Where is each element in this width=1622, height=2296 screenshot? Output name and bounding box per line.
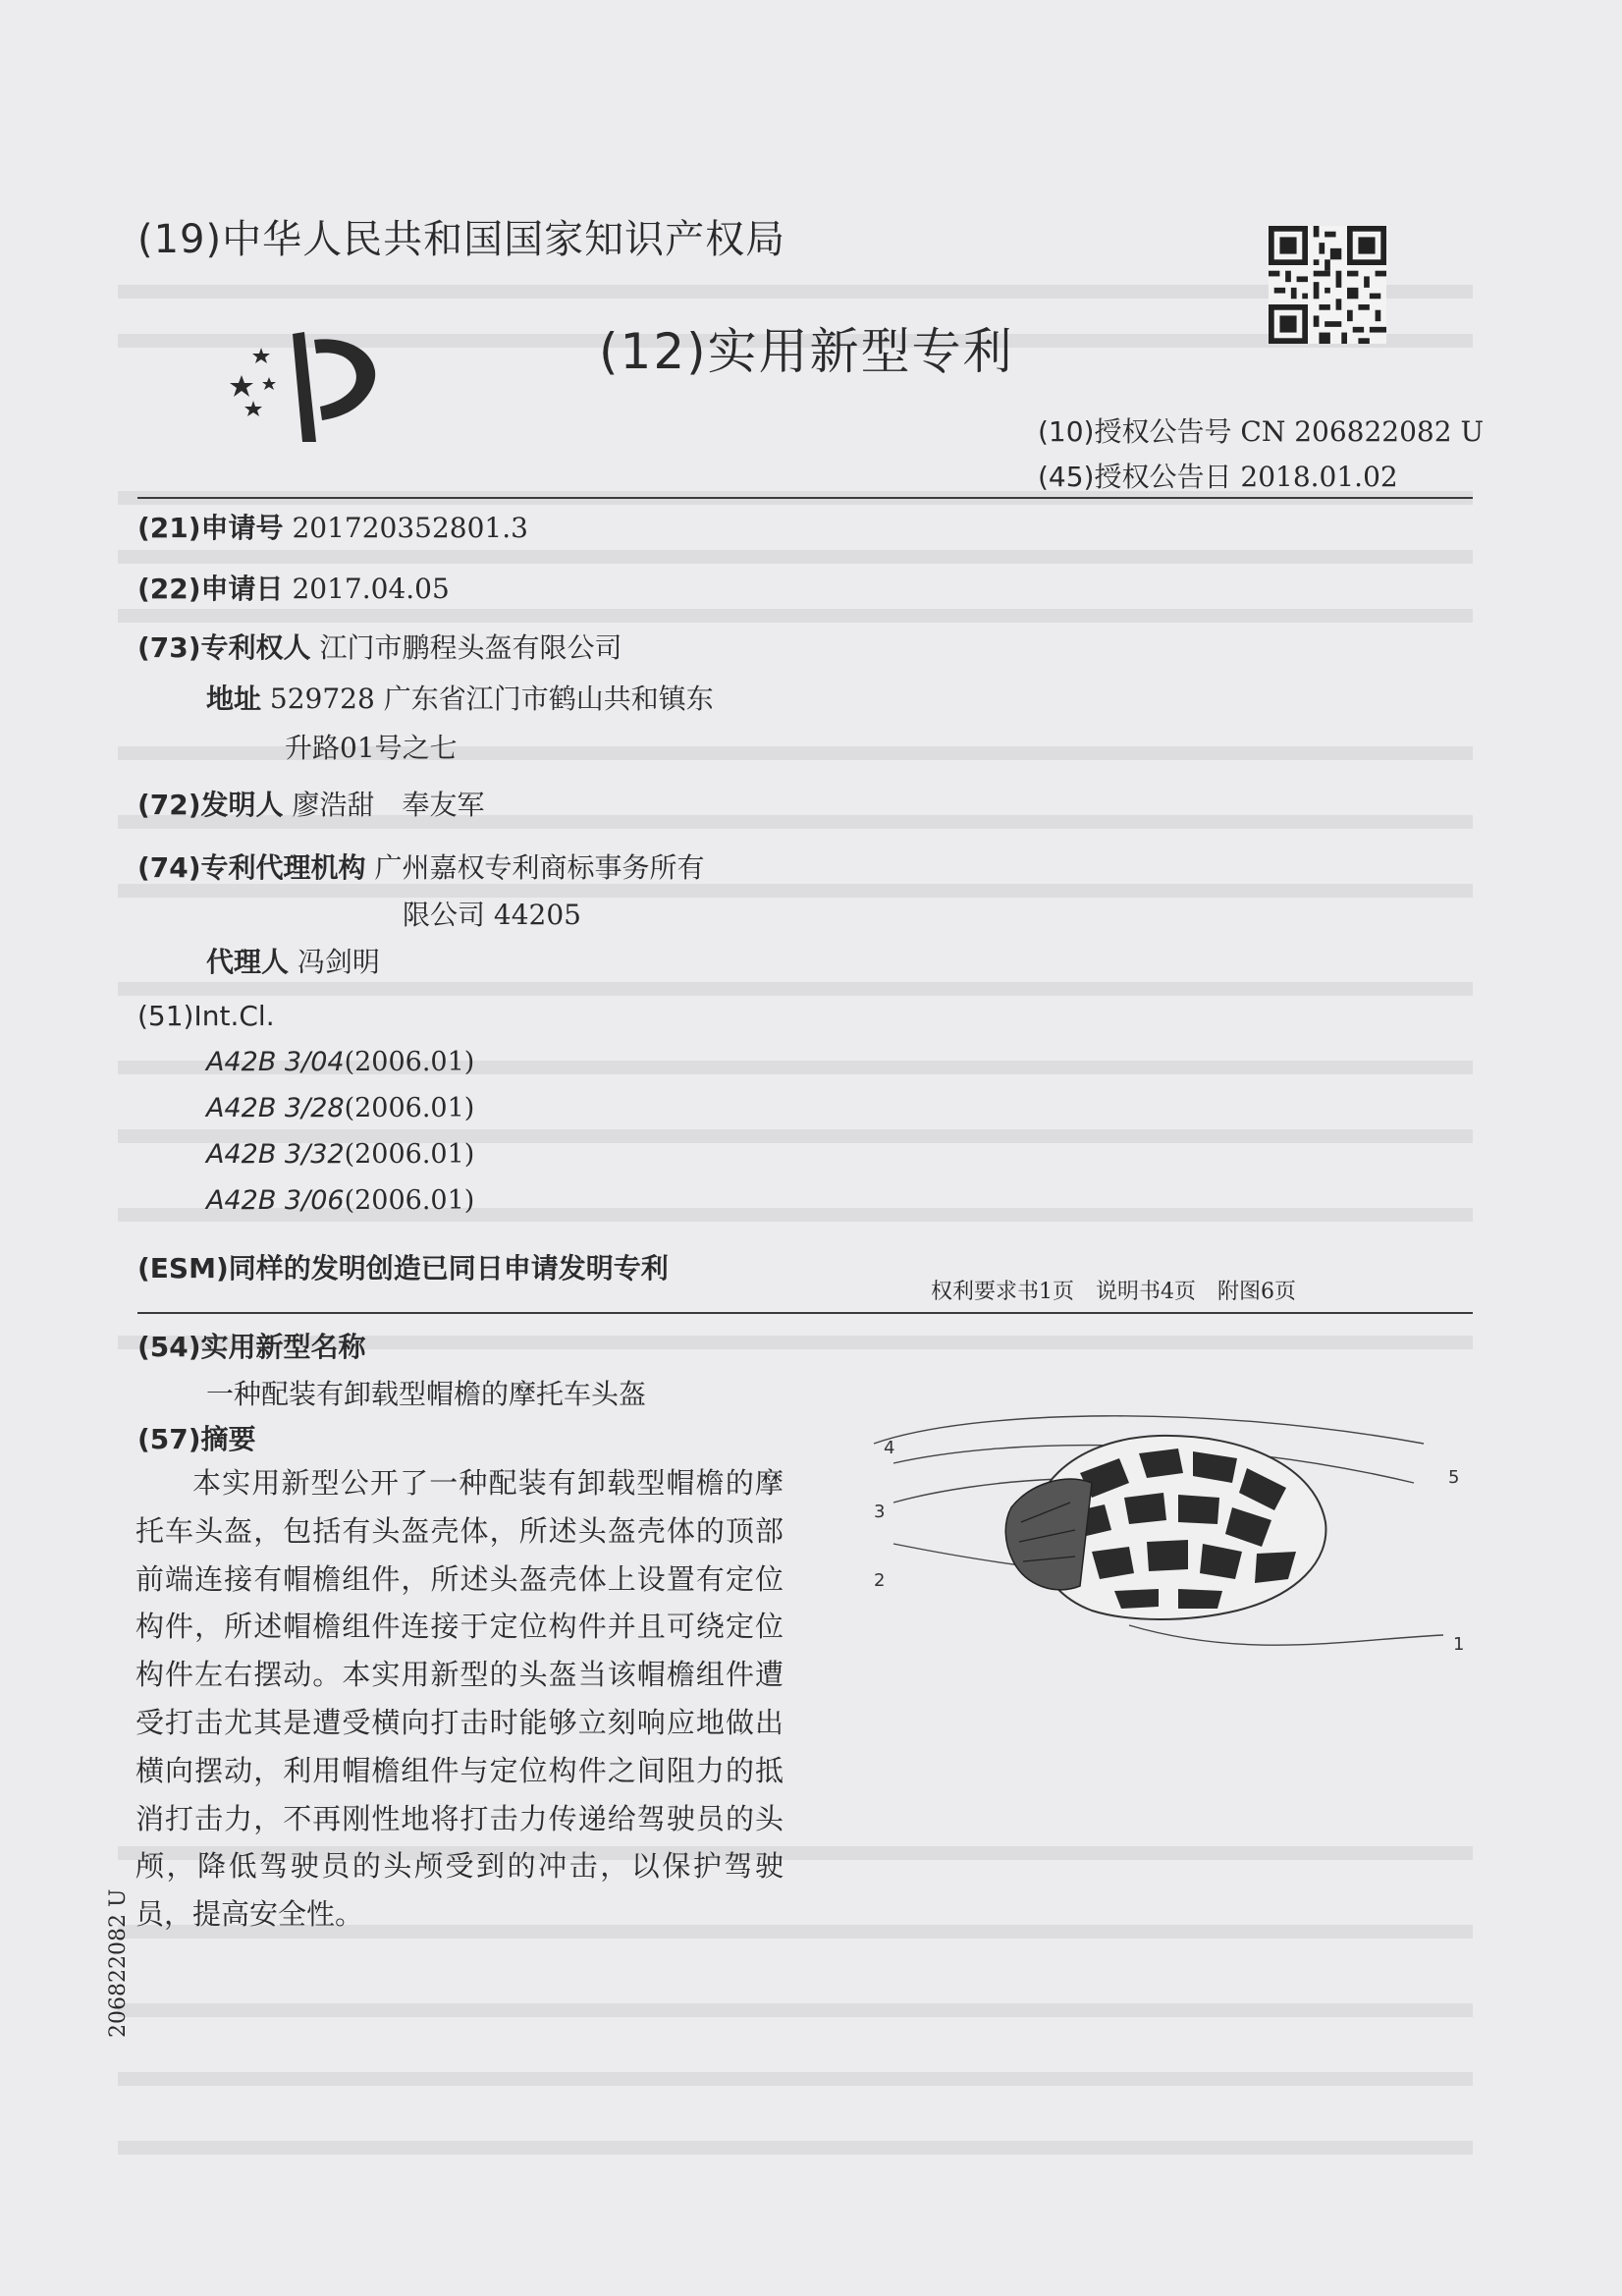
address-line-1: 529728 广东省江门市鹤山共和镇东	[269, 683, 714, 715]
publication-number-row	[1038, 410, 1484, 450]
title-label: (54)实用新型名称	[137, 1331, 366, 1363]
agent: 冯剑明	[297, 946, 380, 978]
header-divider	[137, 497, 1473, 499]
address-line-2-row	[285, 727, 458, 766]
publication-date-row	[1038, 456, 1398, 495]
drawing-label: 5	[1448, 1467, 1460, 1488]
publication-number: CN 206822082 U	[1240, 415, 1485, 448]
inventors: 廖浩甜 奉友军	[292, 789, 485, 821]
patent-type-title: (12)实用新型专利	[599, 323, 1014, 380]
agent-label: 代理人	[206, 946, 290, 978]
qr-code-icon	[1269, 226, 1386, 344]
abstract-label-row	[137, 1418, 256, 1457]
inventor-label: (72)发明人	[137, 789, 284, 821]
ipc-year: (2006.01)	[344, 1093, 475, 1123]
ipc-code: A42B 3/32	[206, 1139, 345, 1170]
address-line-2: 升路01号之七	[285, 732, 458, 764]
inventor-row	[137, 784, 484, 823]
agency-label: (74)专利代理机构	[137, 851, 366, 884]
application-date: 2017.04.05	[292, 573, 450, 605]
application-number-label: (21)申请号	[137, 512, 284, 544]
esm-note	[137, 1247, 669, 1286]
ipc-code: A42B 3/04	[206, 1047, 345, 1077]
patentee: 江门市鹏程头盔有限公司	[319, 631, 622, 664]
publication-date-label: (45)授权公告日	[1038, 461, 1232, 493]
agency-line-2: 限公司 44205	[403, 899, 581, 931]
side-document-number: 206822082 U	[106, 1888, 131, 2038]
biblio-divider	[137, 1312, 1473, 1314]
utility-model-title	[206, 1373, 646, 1412]
page-count-info: 权利要求书1页 说明书4页 附图6页	[931, 1280, 1296, 1304]
agent-row	[206, 941, 380, 980]
helmet-drawing	[835, 1414, 1473, 1679]
esm-text: (ESM)同样的发明创造已同日申请发明专利	[137, 1252, 669, 1285]
ipc-year: (2006.01)	[344, 1047, 475, 1077]
abstract-label: (57)摘要	[137, 1423, 256, 1455]
ipc-entry	[206, 1047, 474, 1077]
application-date-label: (22)申请日	[137, 573, 284, 605]
ipc-entry	[206, 1185, 474, 1216]
ipc-year: (2006.01)	[344, 1185, 475, 1216]
ipc-year: (2006.01)	[344, 1139, 475, 1170]
ipc-label-row	[137, 1000, 275, 1032]
address-row	[206, 678, 714, 717]
utility-model-title-text: 一种配装有卸载型帽檐的摩托车头盔	[206, 1378, 647, 1410]
publication-number-label: (10)授权公告号	[1038, 415, 1232, 448]
patentee-row	[137, 627, 622, 666]
ipc-entry	[206, 1139, 474, 1170]
publication-date: 2018.01.02	[1240, 461, 1398, 493]
ipc-code: A42B 3/28	[206, 1093, 345, 1123]
agency-line-2-row	[403, 894, 581, 933]
agency-row	[137, 847, 704, 886]
application-number: 201720352801.3	[292, 512, 528, 544]
patentee-label: (73)专利权人	[137, 631, 311, 664]
drawing-label: 4	[884, 1438, 895, 1458]
issuing-office: (19)中华人民共和国国家知识产权局	[137, 217, 786, 262]
agency-line-1: 广州嘉权专利商标事务所有	[374, 851, 705, 884]
ipc-code: A42B 3/06	[206, 1185, 345, 1216]
ipc-label: (51)Int.Cl.	[137, 1000, 275, 1032]
ipc-entry	[206, 1093, 474, 1123]
drawing-label: 3	[874, 1502, 886, 1522]
application-date-row	[137, 568, 450, 607]
drawing-label: 1	[1453, 1634, 1465, 1655]
drawing-label: 2	[874, 1570, 886, 1591]
application-number-row	[137, 507, 528, 546]
address-label: 地址	[206, 683, 262, 715]
cnipa-logo-icon	[224, 314, 391, 447]
title-label-row	[137, 1326, 366, 1365]
abstract-text: 本实用新型公开了一种配装有卸载型帽檐的摩托车头盔，包括有头盔壳体，所述头盔壳体的顶部前端连接有帽檐组件，所述头盔壳体上设置有定位构件，所述帽檐组件连接于定位构件并且可绕定位构件左右摆动。本实用新型的头盔当该帽檐组件遭受打击尤其是遭受横向打击时能够立刻响应地做出横向摆动，利用帽檐组件与定位构件之间阻力的抵消打击力，不再刚性地将打击力传递给驾驶员的头颅，降低驾驶员的头颅受到的冲击，以保护驾驶员，提高安全性。	[135, 1466, 784, 1932]
